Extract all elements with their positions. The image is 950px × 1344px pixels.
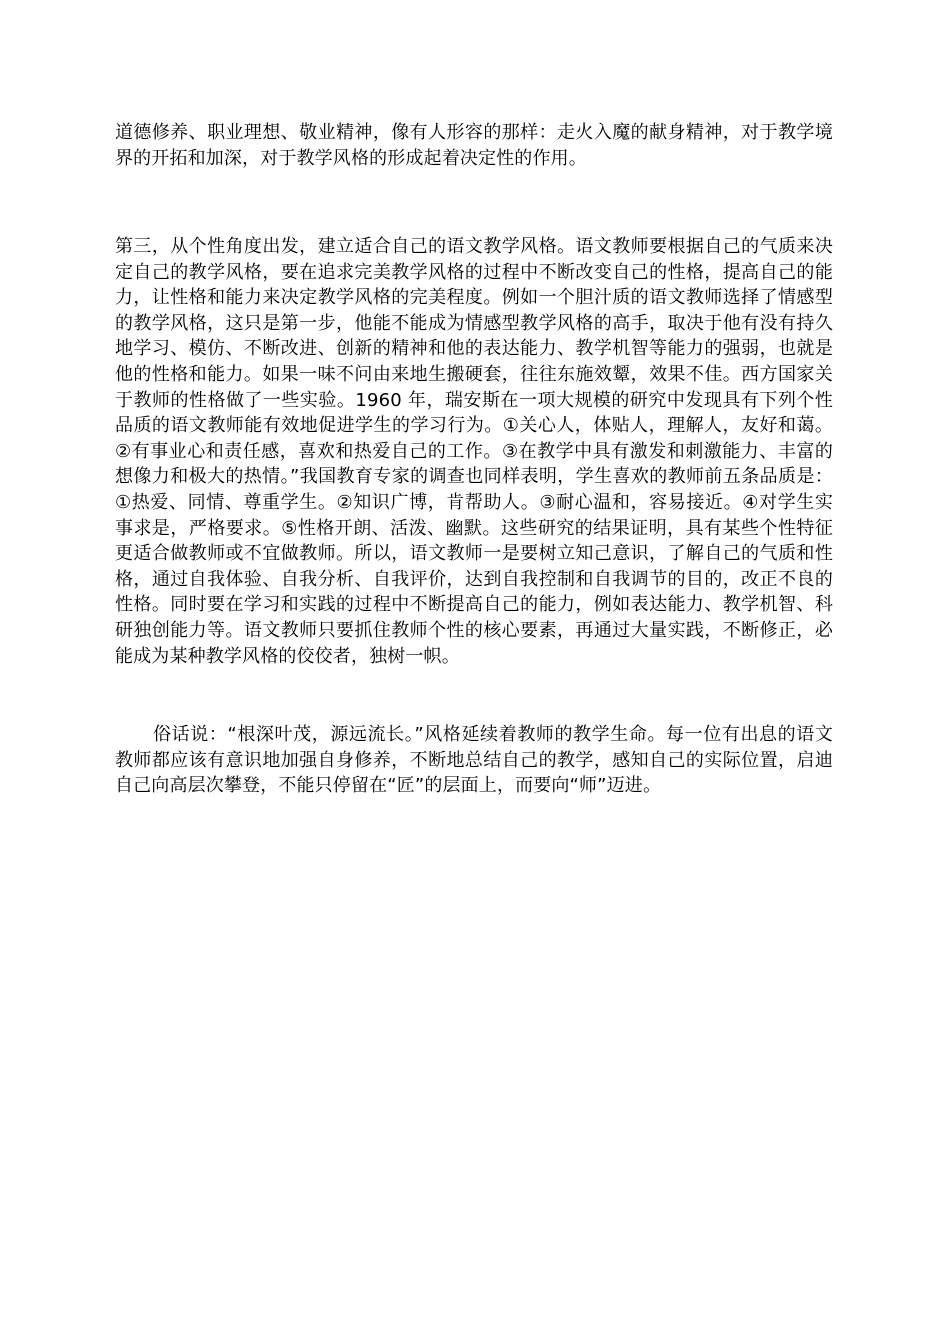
paragraph-personality-style: 第三，从个性角度出发，建立适合自己的语文教学风格。语文教师要根据自己的气质来决定自己的教学风格，要在追求完美教学风格的过程中不断改变自己的性格，提高自己的能力，让性格和能力来决定教学风格的完美程度。例如一个胆汁质的语文教师选择了情感型的教学风格，这只是第一步，他能不能成为情感型教学风格的高手，取决于他有没有持久地学习、模仿、不断改进、创新的精神和他的表达能力、教学机智等能力的强弱，也就是他的性格和能力。如果一味不问由来地生搬硬套，往往东施效颦，效果不佳。西方国家关于教师的性格做了一些实验。1960 年，瑞安斯在一项大规模的研究中发现具有下列个性品质的语文教师能有效地促进学生的学习行为。①关心人，体贴人，理解人，友好和蔼。②有事业心和责任感，喜欢和热爱自己的工作。③在教学中具有激发和刺激能力、丰富的想像力和极大的热情。”我国教育专家的调查也同样表明，学生喜欢的教师前五条品质是：①热爱、同情、尊重学生。②知识广博，肯帮助人。③耐心温和，容易接近。④对学生实事求是，严格要求。⑤性格开朗、活泼、幽默。这些研究的结果证明，具有某些个性特征更适合做教师或不宜做教师。所以，语文教师一是要树立知己意识，了解自己的气质和性格，通过自我体验、自我分析、自我评价，达到自我控制和自我调节的目的，改正不良的性格。同时要在学习和实践的过程中不断提高自己的能力，例如表达能力、教学机智、科研独创能力等。语文教师只要抓住教师个性的核心要素，再通过大量实践，不断修正，必能成为某种教学风格的佼佼者，独树一帜。: [115, 236, 833, 667]
paragraph-moral-cultivation: 道德修养、职业理想、敬业精神，像有人形容的那样：走火入魔的献身精神，对于教学境界的开拓和加深，对于教学风格的形成起着决定性的作用。: [115, 122, 833, 169]
paragraph-conclusion: 俗话说：“根深叶茂，源远流长。”风格延续着教师的教学生命。每一位有出息的语文教师都应该有意识地加强自身修养，不断地总结自己的教学，感知自己的实际位置，启迪自己向高层次攀登，不能只停留在“匠”的层面上，而要向“师”迈进。: [115, 724, 833, 797]
